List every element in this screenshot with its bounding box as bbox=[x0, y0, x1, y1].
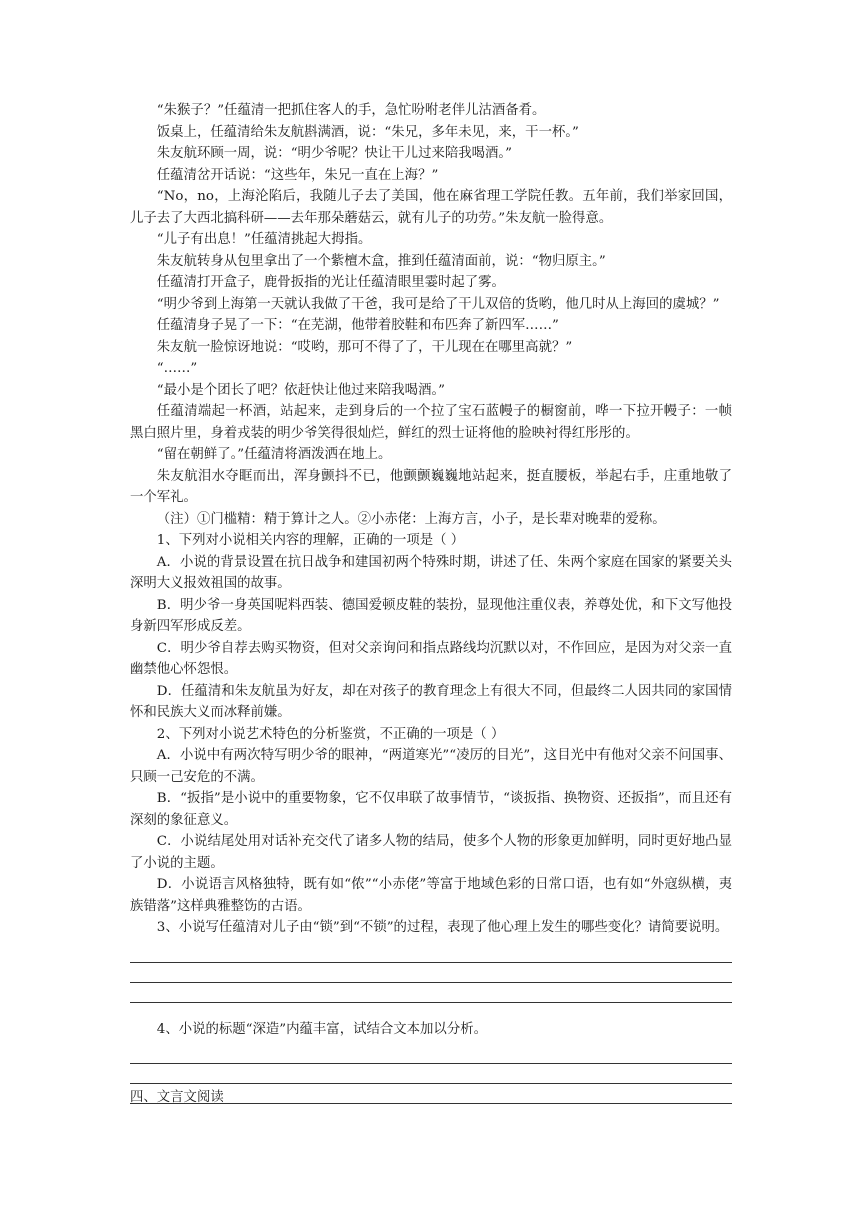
story-paragraph: 任蕴清身子晃了一下：“在芜湖，他带着胶鞋和布匹奔了新四军……” bbox=[156, 318, 559, 333]
section-heading: 四、文言文阅读 bbox=[130, 1090, 224, 1105]
story-paragraph: 任蕴清岔开话说：“这些年，朱兄一直在上海？” bbox=[156, 167, 439, 183]
question-2-option-d: D．小说语言风格独特，既有如“侬”“小赤佬”等富于地域色彩的日常口语，也有如“外寇纵横，夷族错落”这样典雅整饬的古语。 bbox=[130, 877, 732, 914]
question-1-option-c: C．明少爷自荐去购买物资，但对父亲询问和指点路线均沉默以对，不作回应，是因为对父亲一直幽禁他心怀怨恨。 bbox=[130, 640, 732, 677]
story-paragraph: 任蕴清端起一杯酒，站起来，走到身后的一个拉了宝石蓝幔子的橱窗前，哗一下拉开幔子：一帧黑白照片里，身着戎装的明少爷笑得很灿烂，鲜红的烈士证将他的脸映衬得红彤彤的。 bbox=[130, 404, 732, 441]
story-paragraph: 朱友航环顾一周，说：“明少爷呢？快让干儿过来陪我喝酒。” bbox=[156, 146, 512, 161]
question-1-option-d: D．任蕴清和朱友航虽为好友，却在对孩子的教育理念上有很大不同，但最终二人因共同的家国情怀和民族大义而冰释前嫌。 bbox=[130, 683, 732, 720]
question-2-option-b: B．“扳指”是小说中的重要物象，它不仅串联了故事情节，“谈扳指、换物资、还扳指”，而且还有深刻的象征意义。 bbox=[130, 791, 732, 828]
story-paragraph: “儿子有出息！”任蕴清挑起大拇指。 bbox=[156, 232, 372, 247]
story-paragraph: “明少爷到上海第一天就认我做了干爸，我可是给了干儿双倍的货哟，他几时从上海回的虞城？” bbox=[156, 296, 720, 312]
story-paragraph: “最小是个团长了吧？依赶快让他过来陪我喝酒。” bbox=[156, 382, 445, 398]
answer-line bbox=[130, 983, 732, 1003]
question-4-stem: 4、小说的标题“深造”内蕴丰富，试结合文本加以分析。 bbox=[156, 1021, 487, 1037]
story-paragraph: 朱友航转身从包里拿出了一个紫檀木盒，推到任蕴清面前，说：“物归原主。” bbox=[156, 253, 606, 269]
answer-line bbox=[130, 963, 732, 983]
question-3-stem: 3、小说写任蕴清对儿子由“锁”到“不锁”的过程，表现了他心理上发生的哪些变化？请简要说明。 bbox=[156, 920, 729, 935]
story-paragraph: “朱猴子？”任蕴清一把抓住客人的手，急忙吩咐老伴儿沽酒备肴。 bbox=[156, 103, 546, 118]
question-2-option-c: C．小说结尾处用对话补充交代了诸多人物的结局，使多个人物的形象更加鲜明，同时更好地凸显了小说的主题。 bbox=[130, 834, 732, 871]
question-2-option-a: A．小说中有两次特写明少爷的眼神，“两道寒光”“凌厉的目光”，这目光中有他对父亲不问国事、只顾一己安危的不满。 bbox=[130, 748, 732, 785]
story-paragraph: 朱友航泪水夺眶而出，浑身颤抖不已，他颤颤巍巍地站起来，挺直腰板，举起右手，庄重地敬了一个军礼。 bbox=[130, 468, 732, 505]
story-paragraph: “No，no，上海沦陷后，我随儿子去了美国，他在麻省理工学院任教。五年前，我们举家回国，儿子去了大西北搞科研——去年那朵蘑菇云，就有儿子的功劳。”朱友航一脸得意。 bbox=[130, 189, 732, 226]
footnote: （注）①门槛精：精于算计之人。②小赤佬：上海方言，小子，是长辈对晚辈的爱称。 bbox=[156, 511, 666, 527]
answer-line bbox=[130, 943, 732, 963]
story-paragraph: “留在朝鲜了。”任蕴清将酒泼洒在地上。 bbox=[156, 447, 392, 462]
story-paragraph: “……” bbox=[156, 361, 198, 376]
reading-content bbox=[130, 100, 732, 1110]
question-2-stem: 2、下列对小说艺术特色的分析鉴赏，不正确的一项是（ ） bbox=[156, 726, 505, 742]
answer-lines-q3 bbox=[130, 943, 732, 1003]
question-1-option-b: B．明少爷一身英国呢料西装、德国爱顿皮鞋的装扮，显现他注重仪表，养尊处优，和下文写他投身新四军形成反差。 bbox=[130, 597, 732, 634]
answer-line bbox=[130, 1064, 732, 1084]
answer-line bbox=[130, 1044, 732, 1064]
story-paragraph: 朱友航一脸惊讶地说：“哎哟，那可不得了了，干儿现在在哪里高就？” bbox=[156, 339, 573, 355]
story-paragraph: 任蕴清打开盒子，鹿骨扳指的光让任蕴清眼里霎时起了雾。 bbox=[156, 275, 505, 290]
question-1-option-a: A．小说的背景设置在抗日战争和建国初两个特殊时期，讲述了任、朱两个家庭在国家的紧要关头深明大义报效祖国的故事。 bbox=[130, 554, 732, 591]
story-paragraph: 饭桌上，任蕴清给朱友航斟满酒，说：“朱兄，多年未见，来，干一杯。” bbox=[156, 124, 579, 140]
question-1-stem: 1、下列对小说相关内容的理解，正确的一项是（ ） bbox=[156, 533, 465, 548]
